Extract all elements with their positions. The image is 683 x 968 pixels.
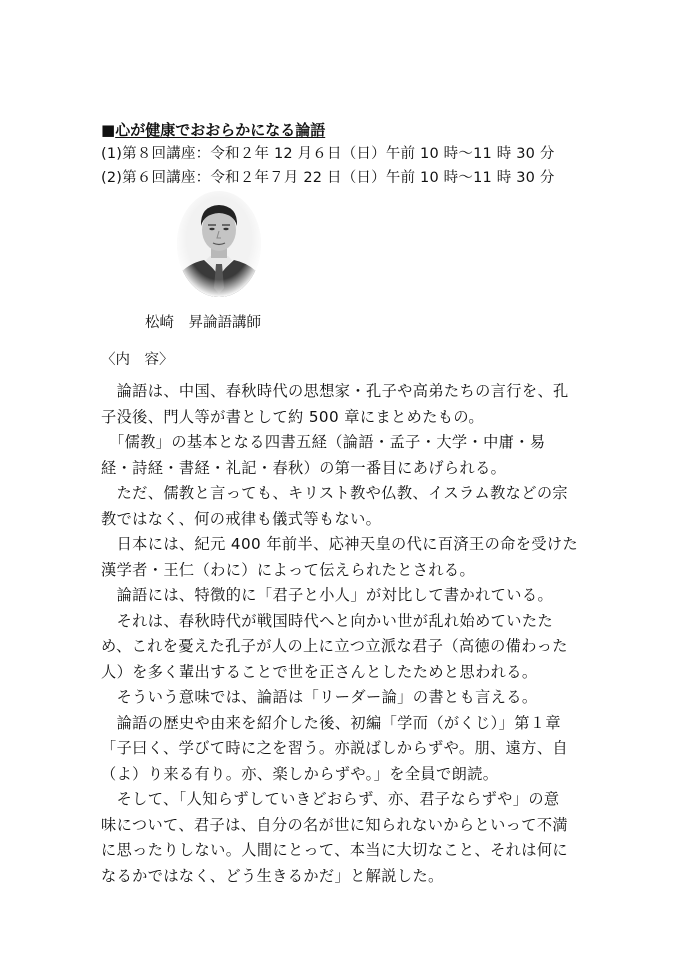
body-line: （よ）り来る有り。亦、楽しからずや。」を全員で朗読。 — [101, 764, 499, 783]
body-line: 論語の歴史や由来を紹介した後、初編「学而（がくじ）」第１章 — [101, 713, 562, 732]
session-2-schedule: (2)第６回講座：令和２年７月 22 日（日）午前 10 時～11 時 30 分 — [101, 170, 555, 186]
lecturer-photo — [176, 190, 262, 298]
body-line: 日本には、紀元 400 年前半、応神天皇の代に百済王の命を受けた — [101, 535, 579, 553]
body-line: 教ではなく、何の戒律も儀式等もない。 — [101, 509, 382, 528]
content-body — [101, 379, 581, 889]
body-line: に思ったりしない。人間にとって、本当に大切なこと、それは何に — [101, 841, 569, 859]
body-line: そして、「人知らずしていきどおらず、亦、君子ならずや」の意 — [101, 790, 560, 808]
body-line: 漢学者・王仁（わに）によって伝えられたとされる。 — [101, 560, 476, 579]
body-line: 論語は、中国、春秋時代の思想家・孔子や高弟たちの言行を、孔 — [101, 382, 569, 400]
body-line: 論語には、特徴的に「君子と小人」が対比して書かれている。 — [101, 586, 554, 604]
body-line: 「儒教」の基本となる四書五経（論語・孟子・大学・中庸・易 — [101, 433, 546, 451]
body-line: 人）を多く輩出することで世を正さんとしたためと思われる。 — [101, 662, 538, 681]
lecturer-name: 松崎 昇論語講師 — [145, 315, 261, 331]
body-line: め、これを憂えた孔子が人の上に立つ立派な君子（高徳の備わった — [101, 637, 568, 655]
content-heading: 〈内 容〉 — [101, 352, 174, 368]
body-line: そういう意味では、論語は「リーダー論」の書とも言える。 — [101, 688, 538, 706]
square-bullet-icon: ■ — [101, 121, 116, 139]
lecture-title-text: 心が健康でおおらかになる論語 — [115, 121, 326, 139]
body-line: 味について、君子は、自分の名が世に知られないからといって不満 — [101, 815, 569, 834]
body-line: 子没後、門人等が書として約 500 章にまとめたもの。 — [101, 407, 484, 426]
body-line: 経・詩経・書経・礼記・春秋）の第一番目にあげられる。 — [101, 458, 507, 477]
body-line: それは、春秋時代が戦国時代へと向かい世が乱れ始めていたた — [101, 611, 554, 630]
session-1-schedule: (1)第８回講座：令和２年 12 月６日（日）午前 10 時～11 時 30 分 — [101, 146, 555, 162]
body-line: 「子曰く、学びて時に之を習う。亦説ばしからずや。朋、遠方、自 — [101, 739, 569, 757]
lecture-title — [101, 120, 325, 140]
body-line: ただ、儒教と言っても、キリスト教や仏教、イスラム教などの宗 — [101, 484, 569, 502]
body-line: なるかではなく、どう生きるかだ」と解説した。 — [101, 866, 444, 885]
